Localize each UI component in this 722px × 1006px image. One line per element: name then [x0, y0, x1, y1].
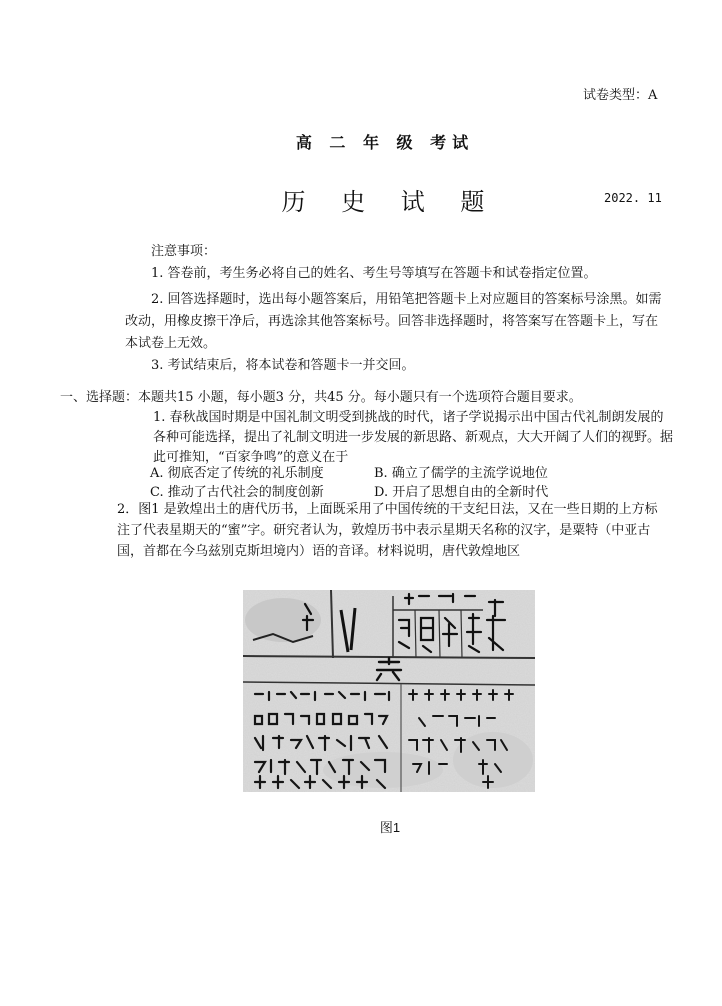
- note-item-1: 1. 答卷前，考生务必将自己的姓名、考生号等填写在答题卡和试卷指定位置。: [151, 266, 597, 281]
- question-1-option-b: B. 确立了儒学的主流学说地位: [374, 466, 548, 481]
- note-item-3: 3. 考试结束后，将本试卷和答题卡一并交回。: [151, 358, 415, 373]
- question-1-option-c: C. 推动了古代社会的制度创新: [150, 485, 324, 500]
- figure-caption: 图1: [379, 820, 401, 835]
- subject-title: 历 史 试 题: [281, 188, 499, 216]
- question-1-stem: 1. 春秋战国时期是中国礼制文明受到挑战的时代，诸子学说揭示出中国古代礼制朗发展的各种可能选择，提出了礼制文明进一步发展的新思路、新观点，大大开阔了人们的视野。据此可推知，“百家争鸣”的意义在于: [153, 410, 674, 465]
- exam-title: 高 二 年 级 考试: [295, 133, 475, 152]
- exam-date: 2022. 11: [604, 191, 662, 205]
- notes-heading: 注意事项：: [151, 244, 217, 259]
- section-heading: 一、选择题：本题共15 小题，每小题3 分，共45 分。每小题只有一个选项符合题目要求。: [60, 390, 582, 405]
- question-1-option-d: D. 开启了思想自由的全新时代: [374, 485, 549, 500]
- manuscript-photo: [243, 590, 535, 792]
- calendar-manuscript-image: [243, 590, 535, 792]
- paper-type-label: 试卷类型：A: [583, 88, 658, 103]
- note-item-2: 2. 回答选择题时，选出每小题答案后，用铅笔把答题卡上对应题目的答案标号涂黑。如需改动，用橡皮擦干净后，再选涂其他答案标号。回答非选择题时，将答案写在答题卡上，写在本试卷上无效。: [125, 292, 662, 351]
- question-1-option-a: A. 彻底否定了传统的礼乐制度: [150, 466, 324, 481]
- question-2-stem: 2．图1 是敦煌出土的唐代历书，上面既采用了中国传统的干支纪日法，又在一些日期的上方标注了代表星期天的“蜜”字。研究者认为，敦煌历书中表示星期天名称的汉字，是粟特（中亚古国，首都在今乌兹别克斯坦境内）语的音译。材料说明，唐代敦煌地区: [117, 502, 658, 559]
